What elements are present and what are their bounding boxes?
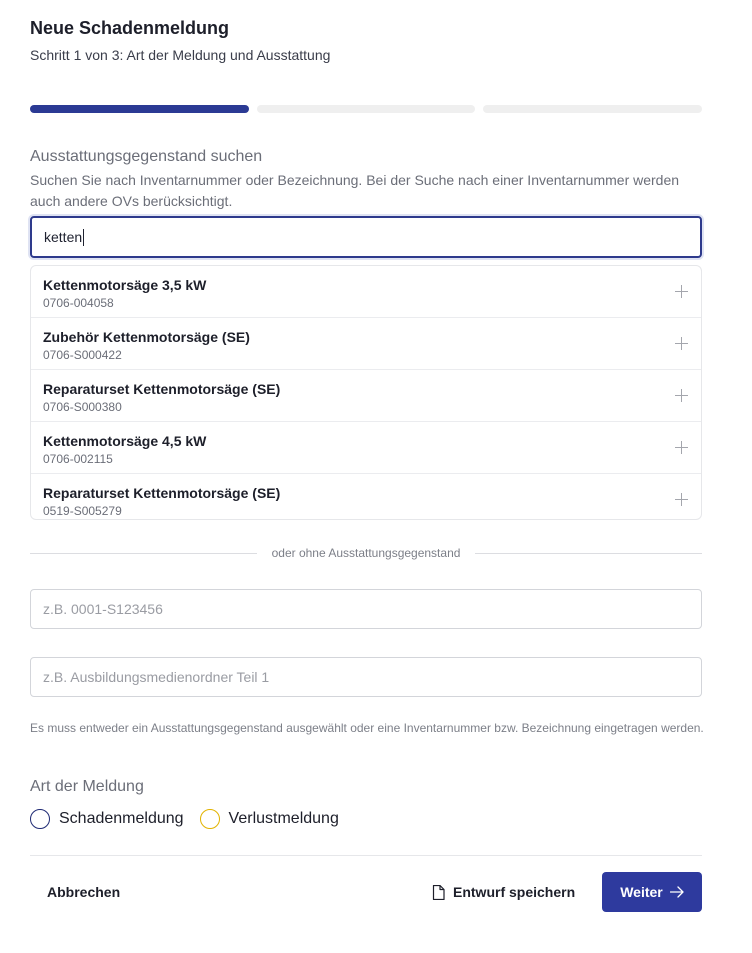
- description-input[interactable]: [30, 657, 702, 697]
- divider-line: [30, 553, 257, 554]
- result-code: 0519-S005279: [43, 504, 122, 518]
- result-name: Kettenmotorsäge 3,5 kW: [43, 277, 207, 293]
- save-draft-label: Entwurf speichern: [453, 884, 576, 900]
- progress-stepper: [30, 105, 702, 113]
- result-name: Kettenmotorsäge 4,5 kW: [43, 433, 207, 449]
- inventory-number-input[interactable]: [30, 589, 702, 629]
- document-icon: [432, 885, 445, 900]
- radio-label: Verlustmeldung: [228, 810, 339, 827]
- report-type-label: Art der Meldung: [30, 778, 144, 795]
- result-name: Reparaturset Kettenmotorsäge (SE): [43, 381, 281, 397]
- search-result-item[interactable]: [31, 422, 701, 474]
- arrow-right-icon: [670, 886, 684, 898]
- plus-icon[interactable]: [675, 441, 688, 454]
- search-result-item[interactable]: [31, 474, 701, 520]
- page-subtitle: Schritt 1 von 3: Art der Meldung und Ausstattung: [30, 47, 331, 63]
- search-input[interactable]: [30, 216, 702, 258]
- search-help-text: Suchen Sie nach Inventarnummer oder Bezeichnung. Bei der Suche nach einer Inventarnummer werden auch andere OVs berücksichtigt.: [30, 172, 680, 209]
- report-type-radio-group: [30, 807, 355, 831]
- plus-icon[interactable]: [675, 493, 688, 506]
- radio-label: Schadenmeldung: [59, 810, 184, 827]
- radio-verlustmeldung[interactable]: [200, 809, 339, 829]
- step-1-bar: [30, 105, 249, 113]
- radio-circle-icon[interactable]: [30, 809, 50, 829]
- plus-icon[interactable]: [675, 285, 688, 298]
- page-title: Neue Schadenmeldung: [30, 18, 230, 38]
- divider-line: [475, 553, 702, 554]
- result-code: 0706-S000380: [43, 400, 122, 414]
- step-3-bar: [483, 105, 702, 113]
- save-draft-button[interactable]: [432, 884, 575, 900]
- inventory-number-placeholder: z.B. 0001-S123456: [43, 601, 163, 617]
- description-placeholder: z.B. Ausbildungsmedienordner Teil 1: [43, 669, 270, 685]
- search-results-list[interactable]: [30, 265, 702, 520]
- result-code: 0706-S000422: [43, 348, 122, 362]
- result-code: 0706-002115: [43, 452, 113, 466]
- result-name: Zubehör Kettenmotorsäge (SE): [43, 329, 250, 345]
- cancel-button[interactable]: Abbrechen: [47, 884, 121, 900]
- footer-divider: [30, 855, 702, 856]
- plus-icon[interactable]: [675, 389, 688, 402]
- step-2-bar: [257, 105, 476, 113]
- search-result-item[interactable]: [31, 266, 701, 318]
- next-button[interactable]: [602, 872, 702, 912]
- result-code: 0706-004058: [43, 296, 114, 310]
- text-caret: [83, 229, 84, 246]
- divider-text: oder ohne Ausstattungsgegenstand: [271, 546, 461, 560]
- search-label: Ausstattungsgegenstand suchen: [30, 148, 263, 165]
- search-result-item[interactable]: [31, 318, 701, 370]
- search-input-value: ketten: [44, 229, 83, 245]
- validation-hint: Es muss entweder ein Ausstattungsgegenstand ausgewählt oder eine Inventarnummer bzw. Bezeichnung eingetragen werden.: [30, 721, 704, 735]
- plus-icon[interactable]: [675, 337, 688, 350]
- radio-schadenmeldung[interactable]: [30, 809, 184, 829]
- result-name: Reparaturset Kettenmotorsäge (SE): [43, 485, 281, 501]
- next-label: Weiter: [620, 884, 663, 900]
- or-divider: [30, 544, 702, 562]
- radio-circle-icon[interactable]: [200, 809, 220, 829]
- search-result-item[interactable]: [31, 370, 701, 422]
